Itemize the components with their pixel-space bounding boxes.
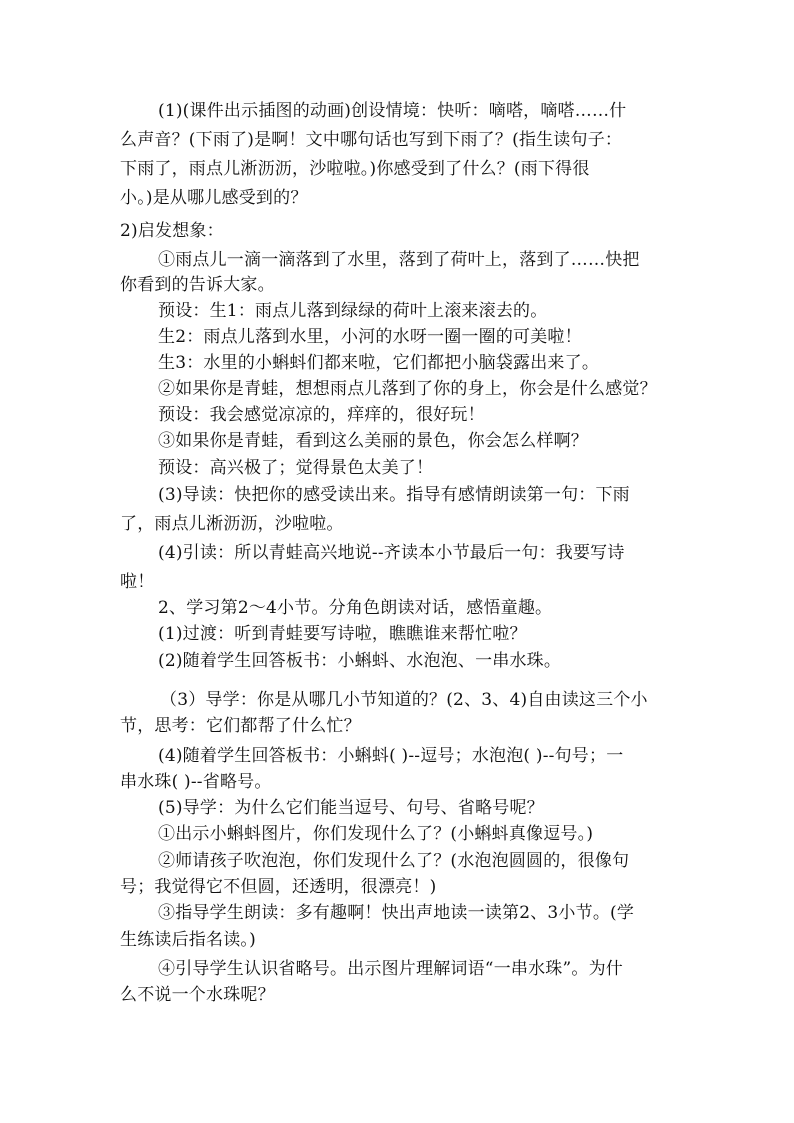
paragraph-line: 么声音？(下雨了)是啊！文中哪句话也写到下雨了？(指生读句子： <box>120 130 623 150</box>
paragraph-line: 2、学习第2～4小节。分角色朗读对话，感悟童趣。 <box>158 598 553 618</box>
paragraph-line: (5)导学：为什么它们能当逗号、句号、省略号呢？ <box>158 798 544 818</box>
paragraph-line: 小。)是从哪儿感受到的？ <box>120 188 308 208</box>
paragraph-line: （3）导学：你是从哪几小节知道的？(2、3、4)自由读这三个小 <box>160 690 648 710</box>
paragraph-line: (3)导读：快把你的感受读出来。指导有感情朗读第一句：下雨 <box>158 485 630 505</box>
paragraph-line: 下雨了，雨点儿淅沥沥，沙啦啦。)你感受到了什么？(雨下得很 <box>120 159 590 179</box>
paragraph-line: 了，雨点儿淅沥沥，沙啦啦。 <box>120 514 344 534</box>
paragraph-line: 预设：我会感觉凉凉的，痒痒的，很好玩！ <box>158 405 485 425</box>
paragraph-line: 串水珠( )--省略号。 <box>120 772 272 792</box>
paragraph-line: ①雨点儿一滴一滴落到了水里，落到了荷叶上，落到了……快把 <box>158 250 640 270</box>
paragraph-line: 生练读后指名读。) <box>120 930 256 950</box>
paragraph-line: ③如果你是青蛙，看到这么美丽的景色，你会怎么样啊？ <box>158 431 588 451</box>
paragraph-line: ③指导学生朗读：多有趣啊！快出声地读一读第2、3小节。(学 <box>158 903 635 923</box>
paragraph-line: (1)过渡：听到青蛙要写诗啦，瞧瞧谁来帮忙啦？ <box>158 624 527 644</box>
paragraph-line: 你看到的告诉大家。 <box>120 275 275 295</box>
paragraph-line: 生3：水里的小蝌蚪们都来啦，它们都把小脑袋露出来了。 <box>158 353 600 373</box>
paragraph-line: (1)(课件出示插图的动画)创设情境：快听：嘀嗒，嘀嗒……什 <box>158 101 627 121</box>
paragraph-line: (2)随着学生回答板书：小蝌蚪、水泡泡、一串水珠。 <box>158 651 562 671</box>
paragraph-line: (4)引读：所以青蛙高兴地说--齐读本小节最后一句：我要写诗 <box>158 543 625 563</box>
paragraph-line: 生2：雨点儿落到水里，小河的水呀一圈一圈的可美啦！ <box>158 327 582 347</box>
paragraph-line: 节，思考：它们都帮了什么忙？ <box>120 716 361 736</box>
paragraph-line: 啦！ <box>120 572 155 592</box>
paragraph-line: (4)随着学生回答板书：小蝌蚪( )--逗号；水泡泡( )--句号；一 <box>158 746 624 766</box>
paragraph-line: ②师请孩子吹泡泡，你们发现什么了？(水泡泡圆圆的，很像句 <box>158 851 630 871</box>
paragraph-line: 预设：生1：雨点儿落到绿绿的荷叶上滚来滚去的。 <box>158 301 548 321</box>
section-heading: 2)启发想象： <box>120 221 224 241</box>
paragraph-line: 么不说一个水珠呢？ <box>120 985 275 1005</box>
paragraph-line: ②如果你是青蛙，想想雨点儿落到了你的身上，你会是什么感觉？ <box>158 379 657 399</box>
paragraph-line: ④引导学生认识省略号。出示图片理解词语“一串水珠”。为什 <box>158 959 623 979</box>
paragraph-line: ①出示小蝌蚪图片，你们发现什么了？(小蝌蚪真像逗号。) <box>158 824 594 844</box>
paragraph-line: 号；我觉得它不但圆，还透明，很漂亮！) <box>120 877 437 897</box>
paragraph-line: 预设：高兴极了；觉得景色太美了！ <box>158 458 434 478</box>
